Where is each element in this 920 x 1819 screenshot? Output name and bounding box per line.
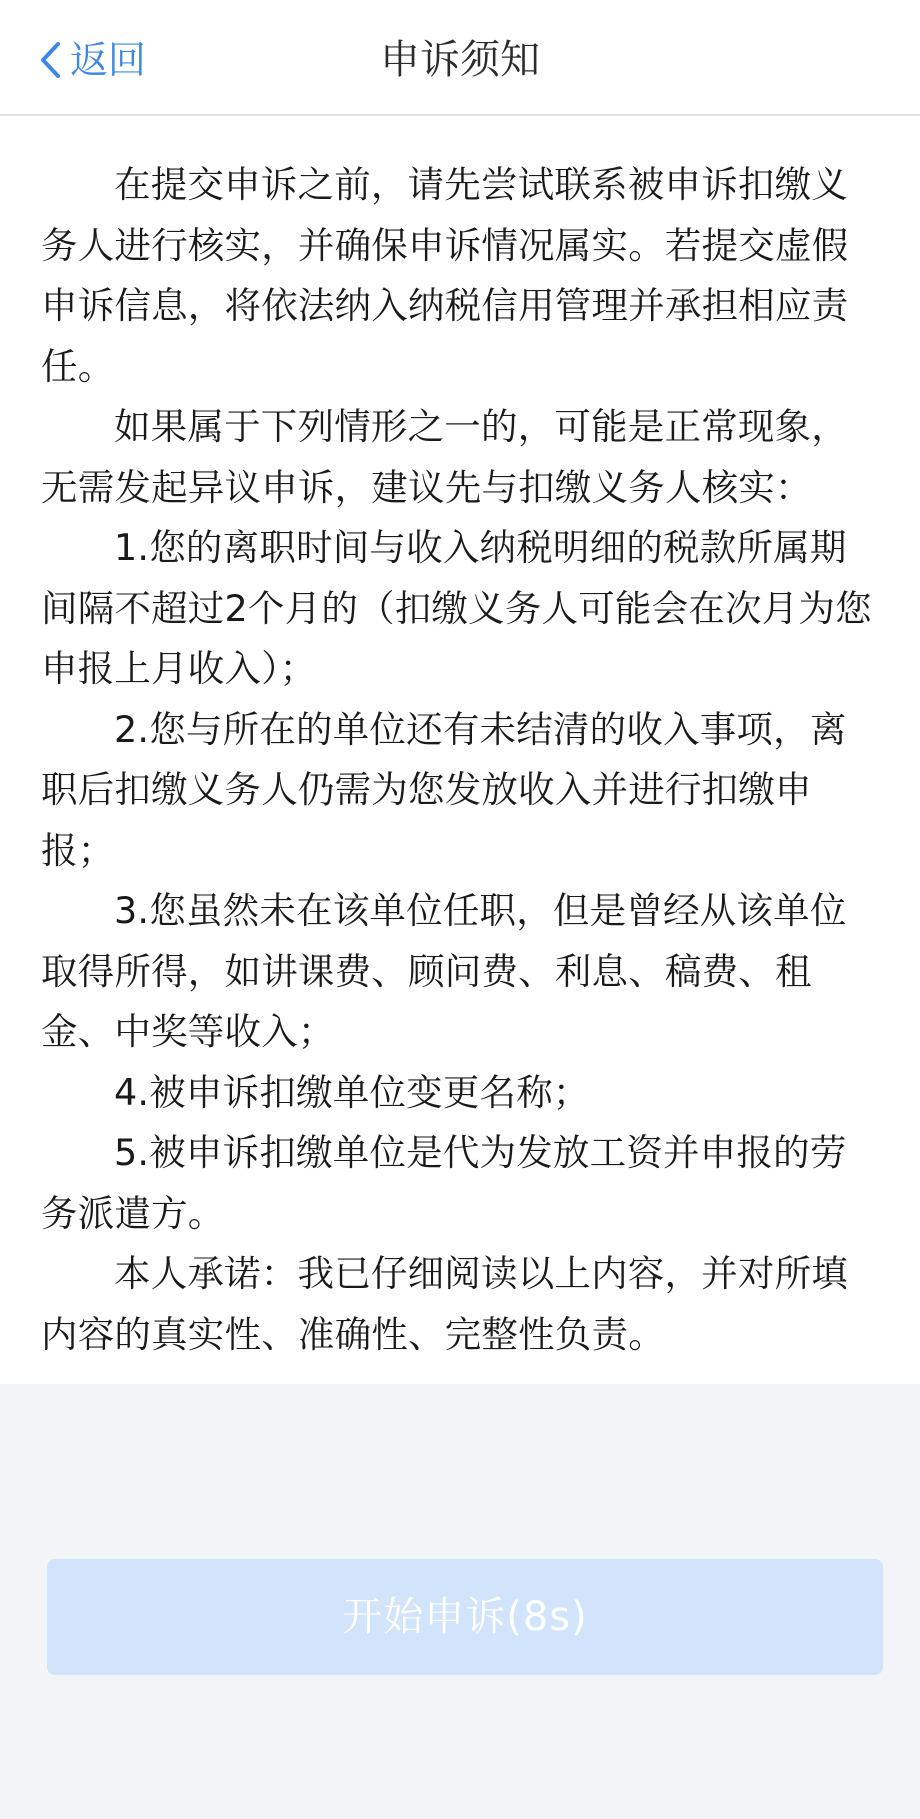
notice-commitment: 本人承诺：我已仔细阅读以上内容，并对所填内容的真实性、准确性、完整性负责。	[41, 1252, 848, 1356]
notice-intro: 在提交申诉之前，请先尝试联系被申诉扣缴义务人进行核实，并确保申诉情况属实。若提交虚假申诉信息，将依法纳入纳税信用管理并承担相应责任。	[41, 163, 849, 388]
notice-item-4: 4.被申诉扣缴单位变更名称；	[114, 1070, 590, 1114]
notice-item-2: 2.您与所在的单位还有未结清的收入事项，离职后扣缴义务人仍需为您发放收入并进行扣缴申报；	[41, 707, 847, 872]
back-label: 返回	[70, 38, 147, 82]
start-appeal-button[interactable]: 开始申诉(8s)	[47, 1559, 883, 1675]
navigation-bar	[0, 0, 920, 116]
page-title: 申诉须知	[380, 37, 540, 83]
notice-exceptions-intro: 如果属于下列情形之一的，可能是正常现象，无需发起异议申诉，建议先与扣缴义务人核实：	[41, 405, 848, 509]
notice-item-1: 1.您的离职时间与收入纳税明细的税款所属期间隔不超过2个月的（扣缴义务人可能会在次月为您申报上月收入）；	[41, 526, 872, 690]
footer-area	[0, 1384, 920, 1819]
notice-item-5: 5.被申诉扣缴单位是代为发放工资并申报的劳务派遣方。	[41, 1131, 847, 1235]
notice-content	[0, 116, 920, 1384]
notice-item-3: 3.您虽然未在该单位任职，但是曾经从该单位取得所得，如讲课费、顾问费、利息、稿费、租金、中奖等收入；	[41, 889, 847, 1053]
